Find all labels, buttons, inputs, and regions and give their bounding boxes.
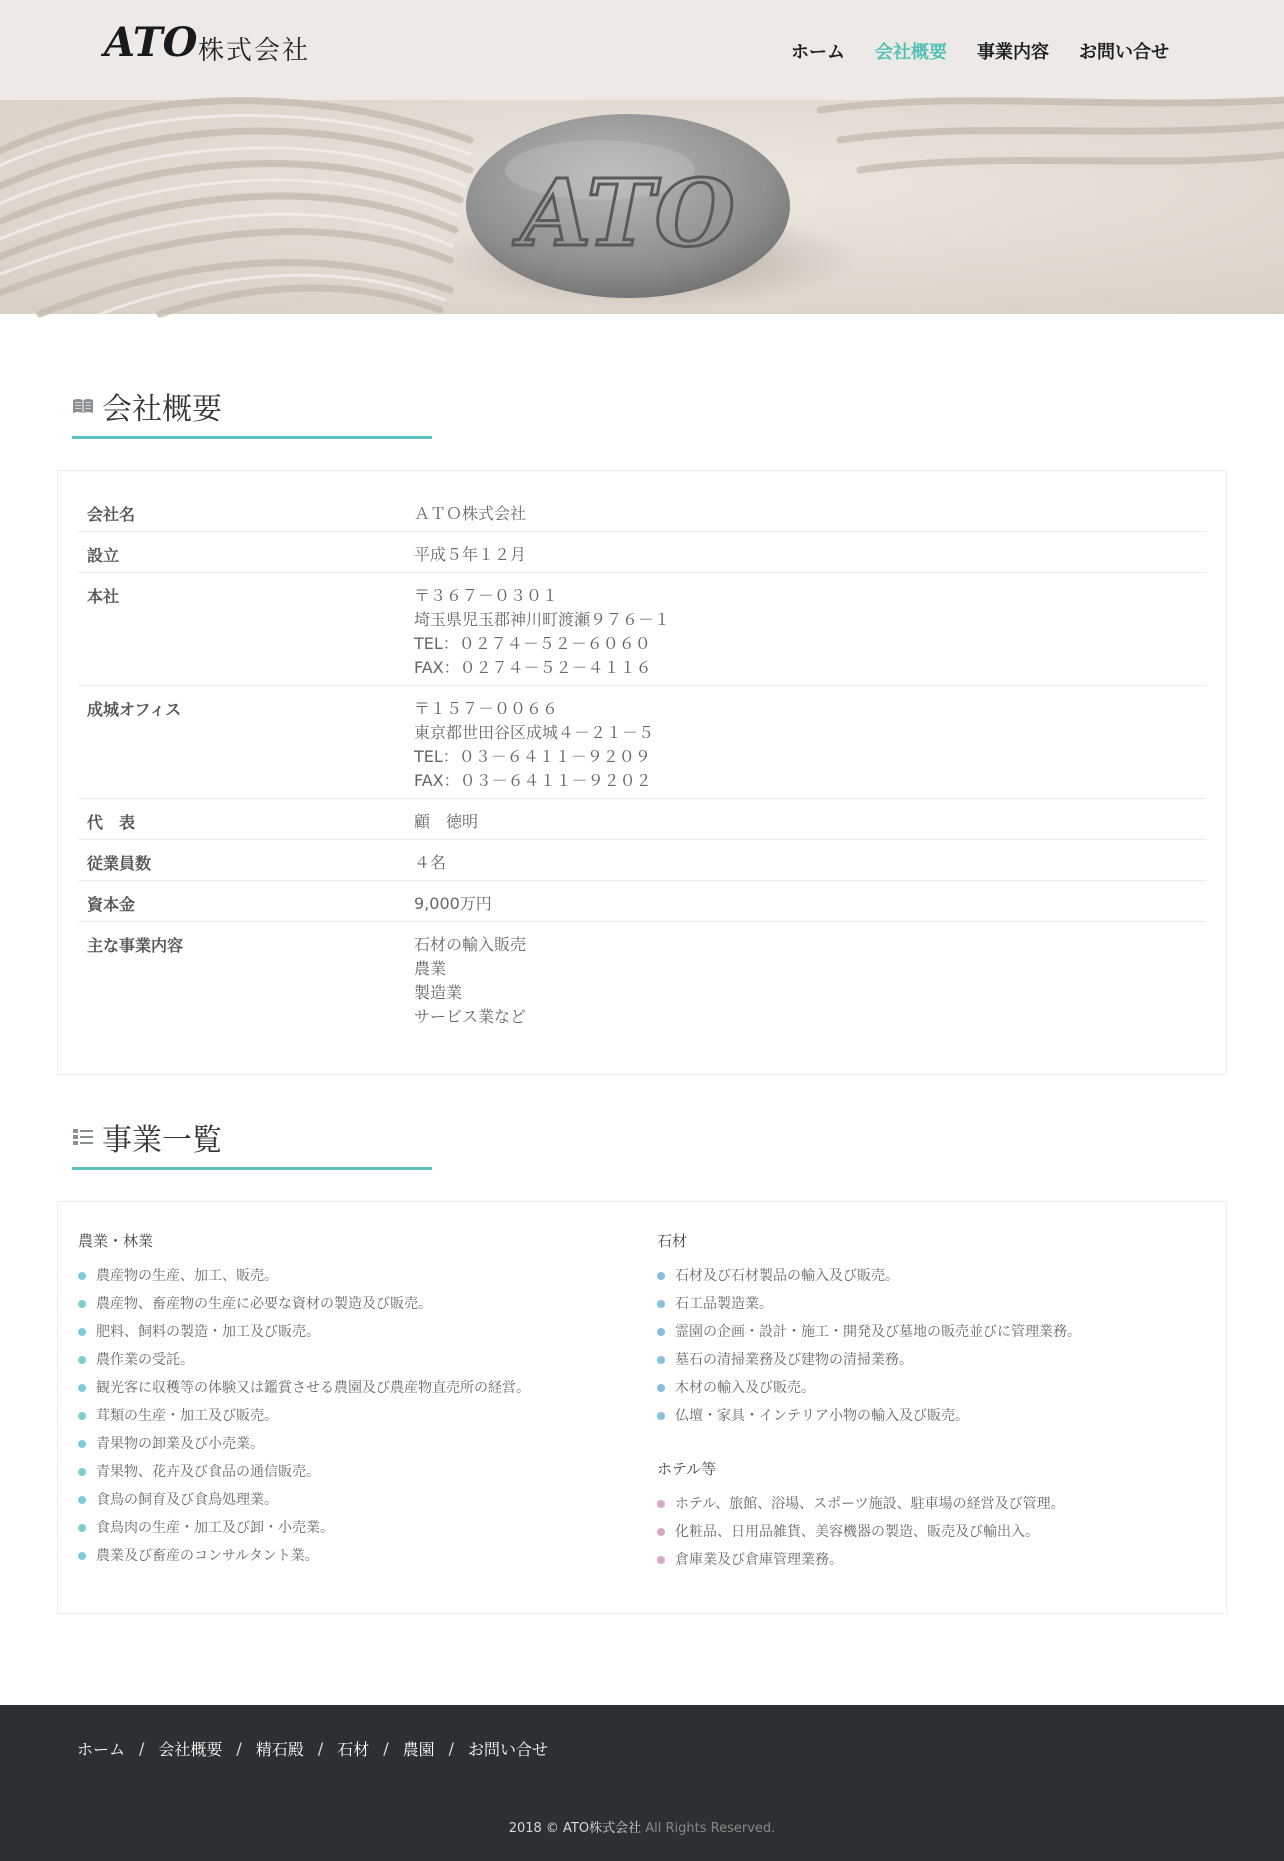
list-item-text: 化粧品、日用品雑貨、美容機器の製造、販売及び輸出入。	[675, 1524, 1039, 1540]
overview-row-label: 代 表	[87, 813, 136, 832]
list-item	[657, 1322, 1081, 1350]
list-item-text: 肥料、飼料の製造・加工及び販売。	[96, 1324, 320, 1340]
footer-link-5[interactable]: 農園	[402, 1740, 435, 1759]
hero-banner	[0, 100, 1284, 314]
stone-heading: 石材	[657, 1232, 688, 1250]
business-title-underline	[72, 1167, 432, 1170]
list-item	[78, 1294, 530, 1322]
hotel-list	[657, 1494, 1065, 1578]
site-footer	[0, 1705, 1284, 1861]
overview-row	[78, 491, 1206, 532]
overview-row	[78, 881, 1206, 922]
overview-title: 会社概要	[102, 392, 222, 427]
list-item	[78, 1266, 530, 1294]
list-item-text: 石工品製造業。	[675, 1296, 773, 1312]
list-icon	[72, 1128, 94, 1146]
overview-value-line: 9,000万円	[414, 894, 492, 913]
list-item	[78, 1462, 530, 1490]
footer-separator: /	[236, 1739, 242, 1758]
bullet-dot-icon	[657, 1328, 665, 1336]
overview-row	[78, 799, 1206, 840]
list-item	[657, 1406, 1081, 1434]
list-item-text: 農産物の生産、加工、販売。	[96, 1268, 278, 1284]
overview-value-line: ４名	[414, 853, 447, 872]
stone-list	[657, 1266, 1081, 1434]
bullet-dot-icon	[657, 1500, 665, 1508]
list-item	[78, 1490, 530, 1518]
bullet-dot-icon	[657, 1300, 665, 1308]
overview-row-label: 本社	[87, 587, 120, 606]
zen-stone-image	[0, 100, 1284, 314]
bullet-dot-icon	[78, 1468, 86, 1476]
list-item-text: 倉庫業及び倉庫管理業務。	[675, 1552, 843, 1568]
agri-heading: 農業・林業	[78, 1232, 154, 1250]
bullet-dot-icon	[78, 1496, 86, 1504]
company-overview-table	[57, 470, 1227, 1075]
list-item	[78, 1378, 530, 1406]
overview-row-value	[414, 502, 526, 526]
overview-value-line: ＡＴＯ株式会社	[414, 504, 527, 523]
list-item-text: 食鳥の飼育及び食鳥処理業。	[96, 1492, 278, 1508]
hotel-column	[657, 1458, 1065, 1578]
overview-value-line: 埼玉県児玉郡神川町渡瀬９７６－１	[414, 610, 671, 629]
nav-item-3[interactable]: 事業内容	[977, 42, 1049, 63]
overview-row-label: 主な事業内容	[87, 936, 184, 955]
list-item	[657, 1522, 1065, 1550]
list-item-text: 木材の輸入及び販売。	[675, 1380, 815, 1396]
list-item-text: 茸類の生産・加工及び販売。	[96, 1408, 278, 1424]
bullet-dot-icon	[657, 1272, 665, 1280]
list-item-text: ホテル、旅館、浴場、スポーツ施設、駐車場の経営及び管理。	[675, 1496, 1065, 1512]
list-item-text: 農業及び畜産のコンサルタント業。	[96, 1548, 319, 1564]
overview-row-label: 成城オフィス	[87, 700, 182, 719]
list-item	[78, 1546, 530, 1574]
overview-row-label: 会社名	[87, 505, 136, 524]
footer-link-6[interactable]: お問い合せ	[468, 1740, 549, 1759]
overview-value-line: サービス業など	[414, 1007, 527, 1026]
list-item-text: 青果物の卸業及び小売業。	[96, 1436, 264, 1452]
list-item	[78, 1406, 530, 1434]
overview-row	[78, 686, 1206, 799]
list-item	[657, 1378, 1081, 1406]
overview-value-line: TEL：０３－６４１１－９２０９	[414, 747, 651, 766]
overview-row-value	[414, 851, 446, 875]
footer-nav	[77, 1737, 548, 1760]
overview-section-title	[72, 381, 222, 431]
bullet-dot-icon	[657, 1556, 665, 1564]
agri-list	[78, 1266, 530, 1574]
list-item-text: 青果物、花卉及び食品の通信販売。	[96, 1464, 320, 1480]
overview-row-label: 従業員数	[87, 854, 152, 873]
book-icon	[72, 397, 94, 415]
overview-value-line: 平成５年１２月	[414, 545, 527, 564]
copyright	[0, 1817, 1284, 1836]
overview-row-value	[414, 584, 670, 680]
bullet-dot-icon	[78, 1328, 86, 1336]
hotel-heading: ホテル等	[657, 1460, 717, 1478]
main-nav	[791, 38, 1169, 64]
bullet-dot-icon	[657, 1384, 665, 1392]
bullet-dot-icon	[78, 1300, 86, 1308]
list-item-text: 観光客に収穫等の体験又は鑑賞させる農園及び農産物直売所の経営。	[96, 1380, 530, 1396]
bullet-dot-icon	[78, 1384, 86, 1392]
overview-value-line: 〒３６７－０３０１	[414, 586, 559, 605]
list-item	[657, 1294, 1081, 1322]
copyright-main: 2018 © ATO株式会社	[508, 1821, 642, 1836]
list-item	[78, 1518, 530, 1546]
overview-row-label: 設立	[87, 546, 120, 565]
overview-value-line: 東京都世田谷区成城４－２１－５	[414, 723, 655, 742]
bullet-dot-icon	[78, 1356, 86, 1364]
copyright-rest: All Rights Reserved.	[641, 1821, 776, 1836]
list-item	[657, 1550, 1065, 1578]
bullet-dot-icon	[78, 1440, 86, 1448]
list-item	[657, 1266, 1081, 1294]
list-item-text: 食鳥肉の生産・加工及び卸・小売業。	[96, 1520, 334, 1536]
business-section-title	[72, 1112, 222, 1162]
bullet-dot-icon	[78, 1524, 86, 1532]
overview-value-line: TEL：０２７４－５２－６０６０	[414, 634, 651, 653]
list-item	[78, 1350, 530, 1378]
overview-title-underline	[72, 436, 432, 439]
overview-row-value	[414, 892, 492, 916]
footer-link-3[interactable]: 精石殿	[255, 1740, 304, 1759]
overview-row	[78, 573, 1206, 686]
overview-row-value	[414, 697, 654, 793]
footer-link-4[interactable]: 石材	[337, 1740, 370, 1759]
overview-row	[78, 532, 1206, 573]
logo-text: 株式会社	[198, 36, 311, 66]
footer-link-2[interactable]: 会社概要	[158, 1740, 223, 1759]
list-item-text: 農産物、畜産物の生産に必要な資材の製造及び販売。	[96, 1296, 432, 1312]
bullet-dot-icon	[78, 1552, 86, 1560]
bullet-dot-icon	[78, 1272, 86, 1280]
overview-row	[78, 922, 1206, 1052]
logo-mark	[102, 16, 198, 66]
footer-separator: /	[139, 1739, 145, 1758]
list-item	[657, 1494, 1065, 1522]
agri-column	[78, 1230, 530, 1574]
svg-text:ATO: ATO	[520, 159, 735, 267]
overview-row-value	[414, 543, 526, 567]
footer-separator: /	[448, 1739, 455, 1758]
list-item-text: 石材及び石材製品の輸入及び販売。	[675, 1268, 899, 1284]
bullet-dot-icon	[78, 1412, 86, 1420]
footer-link-1[interactable]: ホーム	[77, 1740, 126, 1759]
nav-item-2[interactable]: 会社概要	[875, 42, 947, 63]
overview-value-line: 製造業	[414, 983, 463, 1002]
overview-value-line: 農業	[414, 959, 447, 978]
list-item	[657, 1350, 1081, 1378]
bullet-dot-icon	[657, 1528, 665, 1536]
list-item-text: 農作業の受託。	[96, 1352, 194, 1368]
site-header	[0, 0, 1284, 100]
nav-item-1[interactable]: ホーム	[791, 42, 845, 63]
overview-row-value	[414, 810, 478, 834]
nav-item-4[interactable]: お問い合せ	[1079, 42, 1169, 63]
footer-separator: /	[383, 1739, 389, 1758]
business-title: 事業一覧	[102, 1123, 222, 1158]
list-item	[78, 1434, 530, 1462]
overview-row	[78, 840, 1206, 881]
bullet-dot-icon	[657, 1412, 665, 1420]
overview-value-line: 〒１５７－００６６	[414, 699, 559, 718]
list-item-text: 仏壇・家具・インテリア小物の輸入及び販売。	[675, 1408, 969, 1424]
stone-column	[657, 1230, 1081, 1434]
bullet-dot-icon	[657, 1356, 665, 1364]
footer-separator: /	[317, 1739, 324, 1758]
overview-row-label: 資本金	[87, 895, 136, 914]
overview-value-line: 顧 徳明	[414, 812, 479, 831]
svg-text:ATO: ATO	[104, 19, 198, 66]
overview-value-line: FAX：０２７４－５２－４１１６	[414, 658, 652, 677]
list-item	[78, 1322, 530, 1350]
site-logo[interactable]	[102, 16, 322, 66]
business-list-card	[57, 1201, 1227, 1614]
overview-value-line: FAX：０３－６４１１－９２０２	[414, 771, 652, 790]
list-item-text: 墓石の清掃業務及び建物の清掃業務。	[675, 1352, 913, 1368]
overview-value-line: 石材の輸入販売	[414, 935, 527, 954]
list-item-text: 霊園の企画・設計・施工・開発及び墓地の販売並びに管理業務。	[675, 1324, 1081, 1340]
overview-row-value	[414, 933, 526, 1029]
